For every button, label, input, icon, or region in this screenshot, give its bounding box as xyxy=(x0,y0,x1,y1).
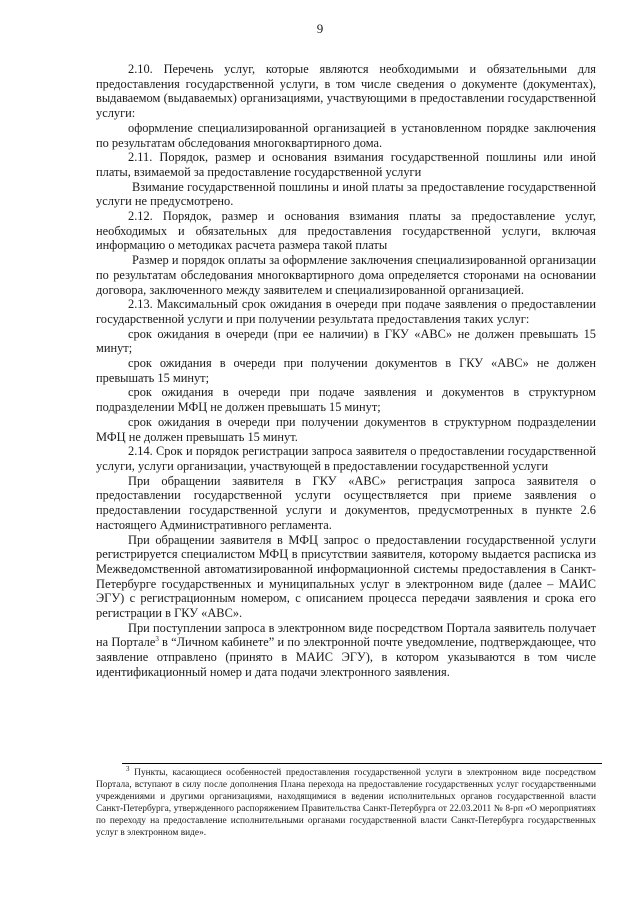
paragraph-2-13-item-4: срок ожидания в очереди при получении документов в структурном подразделении МФЦ не должен превышать 15 минут. xyxy=(96,414,596,444)
footnote-mark: 3 xyxy=(126,764,130,773)
page-number: 9 xyxy=(316,21,324,36)
document-body xyxy=(96,62,596,680)
paragraph-2-13-item-1: срок ожидания в очереди (при ее наличии) в ГКУ «АВС» не должен превышать 15 минут; xyxy=(96,326,596,356)
portal-text-after: в “Личном кабинете” и по электронной почте уведомление, подтверждающее, что заявление отправлено (принято в МАИС ЭГУ), в котором указываются в том числе идентификационный номер и дата подачи электронного заявления. xyxy=(96,635,596,679)
paragraph-2-14-gku: При обращении заявителя в ГКУ «АВС» регистрация запроса заявителя о предоставлении государственной услуги осуществляется при приеме заявления о предоставлении государственной услуги и документов, предусмотренных в пункте 2.6 настоящего Административного регламента. xyxy=(96,473,596,532)
paragraph-2-10-item: оформление специализированной организацией в установленном порядке заключения по результатам обследования многоквартирного дома. xyxy=(96,120,596,150)
paragraph-2-13-item-2: срок ожидания в очереди при получении документов в ГКУ «АВС» не должен превышать 15 минут; xyxy=(96,356,596,385)
paragraph-2-12-text: Размер и порядок оплаты за оформление заключения специализированной организации по результатам обследования многоквартирного дома определяется сторонами на основании договора, заключенного между заявителем и специализированной организацией. xyxy=(96,253,596,297)
paragraph-2-12: 2.12. Порядок, размер и основания взимания платы за предоставление услуг, необходимых и обязательных для предоставления государственной услуги, включая информацию о методиках расчета размера такой платы xyxy=(96,209,596,253)
paragraph-2-11: 2.11. Порядок, размер и основания взимания государственной пошлины или иной платы, взимаемой за предоставление государственной услуги xyxy=(96,150,596,179)
portal-text-before: При поступлении запроса в электронном виде посредством Портала заявитель получает на Портале xyxy=(96,620,596,650)
footnote-ref: 3 xyxy=(155,635,159,644)
paragraph-2-13: 2.13. Максимальный срок ожидания в очереди при подаче заявления о предоставлении государственной услуги и при получении результата предоставления таких услуг: xyxy=(96,297,596,326)
paragraph-2-14: 2.14. Срок и порядок регистрации запроса заявителя о предоставлении государственной услуги, услуги организации, участвующей в предоставлении государственной услуги xyxy=(96,444,596,473)
footnote-text: Пункты, касающиеся особенностей предоставления государственной услуги в электронном виде посредством Портала, вступают в силу после дополнения Плана перехода на предоставление государственных услуг государственными учреждениями и другими организациями, находящимися в ведении исполнительных органов государственной власти Санкт-Петербурга, утвержденного распоряжением Правительства Санкт-Петербурга от 22.03.2011 № 8-рп «О мероприятиях по переходу на предоставление исполнительными органами государственной власти Санкт-Петербурга государственных услуг в электронном виде». xyxy=(96,768,596,838)
paragraph-2-14-portal xyxy=(96,621,596,680)
paragraph-2-14-mfc: При обращении заявителя в МФЦ запрос о предоставлении государственной услуги регистрируется специалистом МФЦ в присутствии заявителя, которому выдается расписка из Межведомственной автоматизированной информационной системы предоставления в Санкт-Петербурге государственных и муниципальных услуг в электронном виде (далее – МАИС ЭГУ) с регистрационным номером, с описанием процесса передачи заявления и срока его регистрации в ГКУ «АВС». xyxy=(96,532,596,621)
footnote xyxy=(96,764,596,839)
paragraph-2-10: 2.10. Перечень услуг, которые являются необходимыми и обязательными для предоставления государственной услуги, в том числе сведения о документе (документах), выдаваемом (выдаваемых) организациями, участвующими в предоставлении государственной услуги: xyxy=(96,62,596,121)
paragraph-2-11-text: Взимание государственной пошлины и иной платы за предоставление государственной услуги не предусмотрено. xyxy=(96,179,596,209)
footnote-divider xyxy=(122,763,602,764)
paragraph-2-13-item-3: срок ожидания в очереди при подаче заявления и документов в структурном подразделении МФЦ не должен превышать 15 минут; xyxy=(96,385,596,415)
